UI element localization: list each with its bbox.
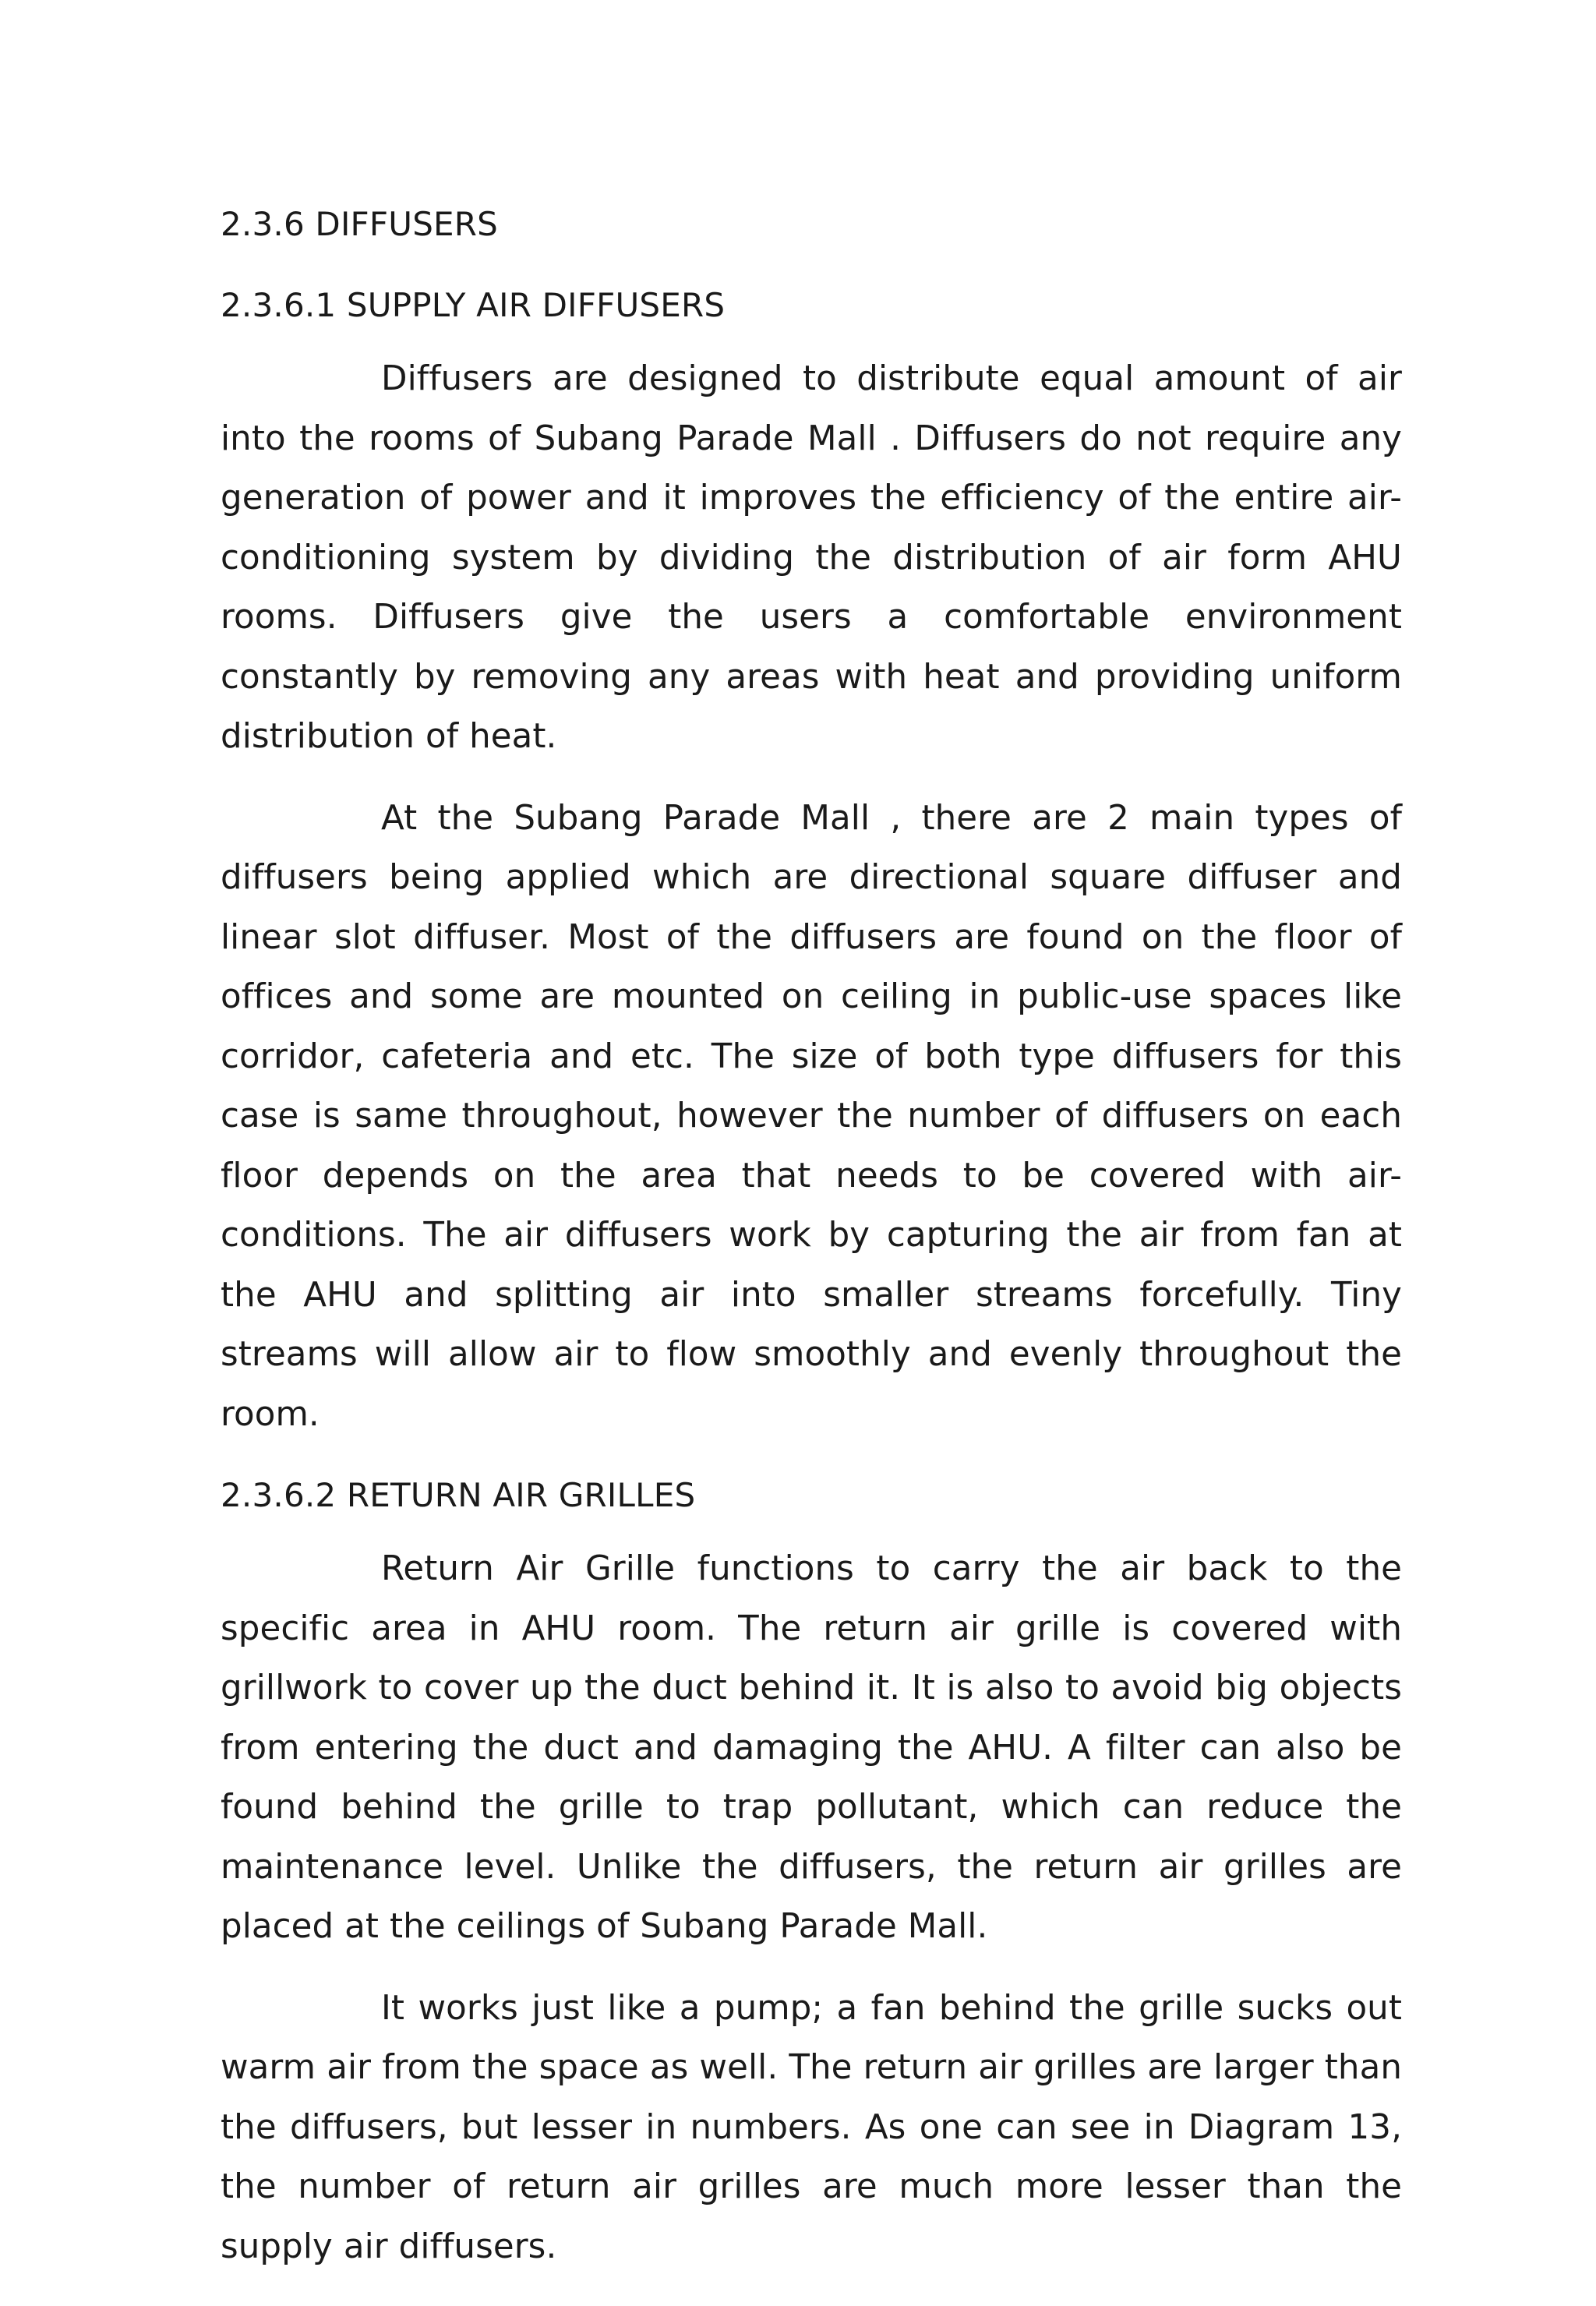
supply-paragraph-1: Diffusers are designed to distribute equal amount of air into the rooms of Subang Parade Mall . Diffusers do not require any generation of power and it improves the efficiency of the entire air-conditioning system by dividing the distribution of air form AHU rooms. Diffusers give the users a comfortable environment constantly by removing any areas with heat and providing uniform distribution of heat. — [221, 359, 1402, 756]
return-paragraph-1: Return Air Grille functions to carry the air back to the specific area in AHU room. The return air grille is covered with grillwork to cover up the duct behind it. It is also to avoid big objects from entering the duct and damaging the AHU. A filter can also be found behind the grille to trap pollutant, which can reduce the maintenance level. Unlike the diffusers, the return air grilles are placed at the ceilings of Subang Parade Mall. — [221, 1549, 1402, 1946]
section-heading: 2.3.6 DIFFUSERS — [221, 205, 499, 243]
return-air-grilles-heading: 2.3.6.2 RETURN AIR GRILLES — [221, 1476, 696, 1514]
document-page — [221, 195, 1402, 2298]
supply-paragraph-2: At the Subang Parade Mall , there are 2 main types of diffusers being applied which are directional square diffuser and linear slot diffuser. Most of the diffusers are found on the floor of offices and some are mounted on ceiling in public-use spaces like corridor, cafeteria and etc. The size of both type diffusers for this case is same throughout, however the number of diffusers on each floor depends on the area that needs to be covered with air-conditions. The air diffusers work by capturing the air from fan at the AHU and splitting air into smaller streams forcefully. Tiny streams will allow air to flow smoothly and evenly throughout the room. — [221, 798, 1402, 1434]
return-paragraph-2: It works just like a pump; a fan behind the grille sucks out warm air from the space as well. The return air grilles are larger than the diffusers, but lesser in numbers. As one can see in Diagram 13, the number of return air grilles are much more lesser than the supply air diffusers. — [221, 1988, 1402, 2266]
supply-air-diffusers-heading: 2.3.6.1 SUPPLY AIR DIFFUSERS — [221, 286, 726, 324]
